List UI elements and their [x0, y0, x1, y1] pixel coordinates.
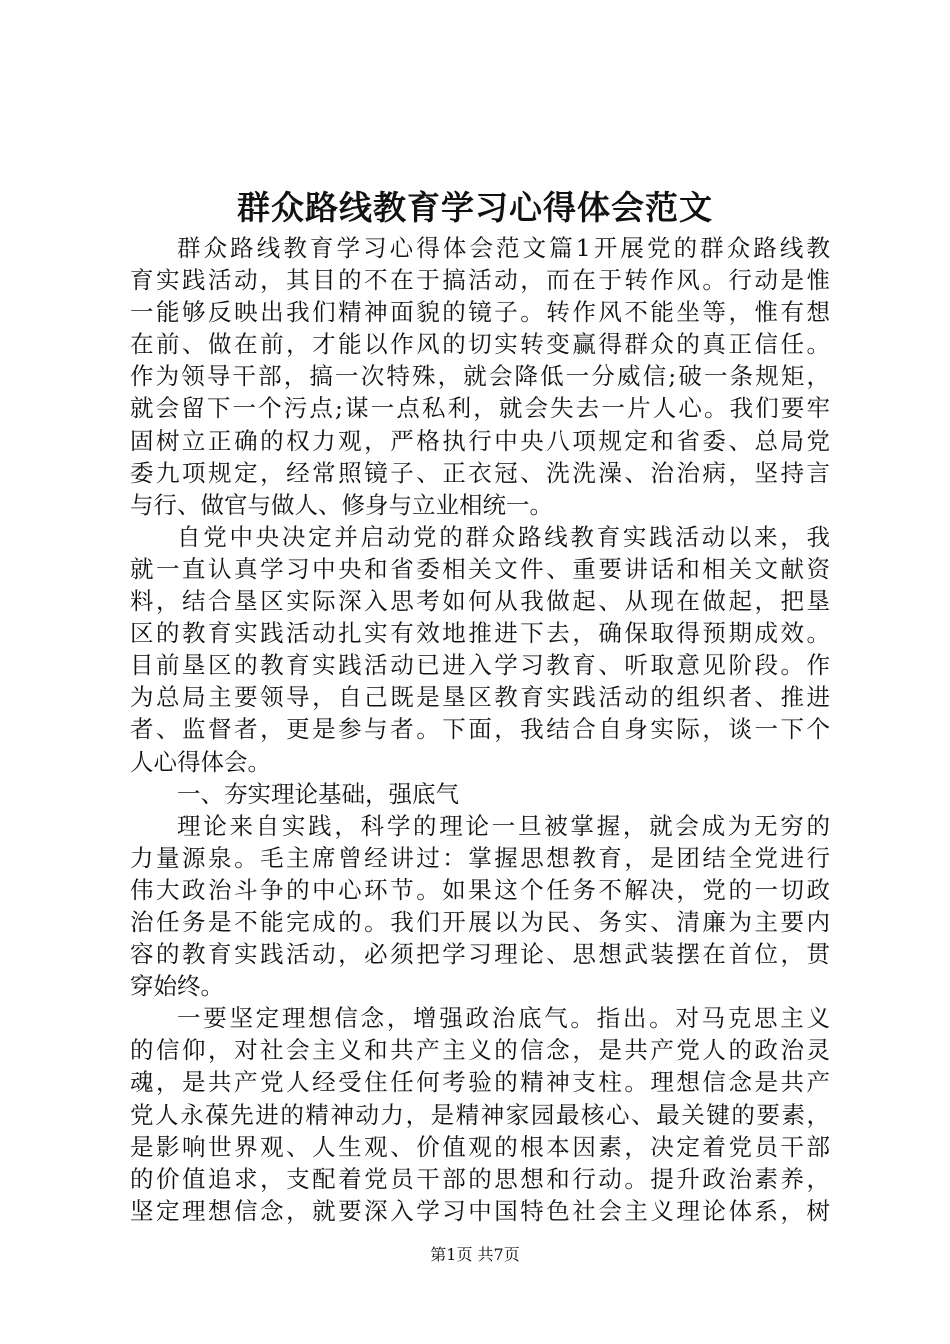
document-title: 群众路线教育学习心得体会范文	[237, 188, 713, 227]
text-line: 一要坚定理想信念，增强政治底气。指出。对马克思主义	[177, 1004, 830, 1033]
text-line: 理论来自实践，科学的理论一旦被掌握，就会成为无穷的	[177, 811, 830, 840]
text-line: 一能够反映出我们精神面貌的镜子。转作风不能坐等，惟有想	[130, 298, 830, 327]
text-line: 治任务是不能完成的。我们开展以为民、务实、清廉为主要内	[130, 907, 830, 936]
document-body	[130, 232, 830, 1227]
text-line: 党人永葆先进的精神动力，是精神家园最核心、最关键的要素，	[130, 1100, 830, 1129]
text-line: 伟大政治斗争的中心环节。如果这个任务不解决，党的一切政	[130, 875, 830, 904]
text-line: 群众路线教育学习心得体会范文篇1开展党的群众路线教	[177, 234, 830, 262]
text-line: 就一直认真学习中央和省委相关文件、重要讲话和相关文献资	[130, 554, 830, 583]
text-line: 目前垦区的教育实践活动已进入学习教育、听取意见阶段。作	[130, 651, 830, 680]
text-line: 自党中央决定并启动党的群众路线教育实践活动以来，我	[177, 522, 830, 551]
text-line: 的信仰，对社会主义和共产主义的信念，是共产党人的政治灵	[130, 1036, 830, 1065]
page-footer: 第1页 共7页	[430, 1245, 520, 1264]
text-line: 与行、做官与做人、修身与立业相统一。	[130, 490, 553, 519]
text-line: 魂，是共产党人经受住任何考验的精神支柱。理想信念是共产	[130, 1068, 830, 1097]
text-line: 育实践活动，其目的不在于搞活动，而在于转作风。行动是惟	[130, 266, 830, 295]
text-line: 区的教育实践活动扎实有效地推进下去，确保取得预期成效。	[130, 619, 830, 648]
text-line: 容的教育实践活动，必须把学习理论、思想武装摆在首位，贯	[130, 940, 830, 969]
text-line: 固树立正确的权力观，严格执行中央八项规定和省委、总局党	[130, 426, 830, 455]
text-line: 坚定理想信念，就要深入学习中国特色社会主义理论体系，树	[130, 1196, 830, 1225]
text-line: 力量源泉。毛主席曾经讲过：掌握思想教育，是团结全党进行	[130, 843, 830, 872]
text-line: 委九项规定，经常照镜子、正衣冠、洗洗澡、治治病，坚持言	[130, 458, 830, 487]
text-line: 是影响世界观、人生观、价值观的根本因素，决定着党员干部	[130, 1132, 830, 1161]
text-line: 在前、做在前，才能以作风的切实转变赢得群众的真正信任。	[130, 330, 830, 359]
text-line: 人心得体会。	[130, 747, 271, 776]
text-line: 就会留下一个污点;谋一点私利，就会失去一片人心。我们要牢	[130, 394, 830, 423]
text-line: 者、监督者，更是参与者。下面，我结合自身实际，谈一下个	[130, 715, 830, 744]
text-line: 料，结合垦区实际深入思考如何从我做起、从现在做起，把垦	[130, 587, 830, 616]
text-line: 穿始终。	[130, 972, 224, 1001]
text-line: 的价值追求，支配着党员干部的思想和行动。提升政治素养，	[130, 1164, 830, 1193]
text-line: 一、夯实理论基础，强底气	[177, 779, 459, 808]
text-line: 作为领导干部，搞一次特殊，就会降低一分威信;破一条规矩，	[130, 362, 830, 391]
text-line: 为总局主要领导，自己既是垦区教育实践活动的组织者、推进	[130, 683, 830, 712]
